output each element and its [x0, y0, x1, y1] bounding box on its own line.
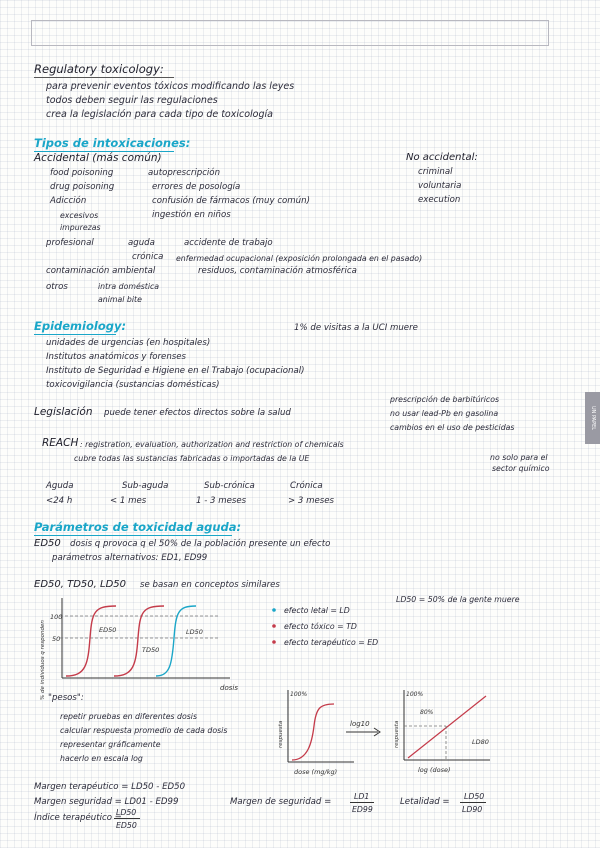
ld-curve [156, 606, 196, 676]
page-title: Regulatory toxicology: [34, 62, 164, 76]
reach-text: : registration, evaluation, authorization and restriction of chemicals [80, 440, 344, 449]
let-num: LD50 [464, 792, 485, 801]
margen-seguridad: Margen seguridad = LD01 - ED99 [34, 797, 179, 807]
indice-den: ED50 [116, 821, 137, 830]
time-subaguda: < 1 mes [110, 496, 147, 506]
pesos-item-4: hacerlo en escala log [60, 754, 143, 763]
errores-posologia: errores de posología [152, 182, 241, 192]
mini2-line [408, 696, 486, 758]
y-axis-label: % de individuos q responden [40, 620, 46, 700]
mini1-curve [292, 704, 334, 760]
tipos-heading: Tipos de intoxicaciones: [34, 136, 191, 150]
pesos-item-1: repetir pruebas en diferentes dosis [60, 712, 198, 721]
ld50-label-graph: LD50 [186, 628, 203, 636]
header-box [31, 20, 549, 46]
exp-subaguda: Sub-aguda [122, 481, 169, 491]
mini-graph-log [386, 682, 498, 778]
similar-label: ED50, TD50, LD50 [34, 579, 126, 590]
legislacion-label: Legislación [34, 406, 93, 418]
ed50-label: ED50 [34, 538, 61, 549]
exp-cronica: Crónica [290, 481, 323, 491]
letalidad: Letalidad = [400, 797, 450, 807]
legend-td: efecto tóxico = TD [284, 622, 357, 631]
confusion-farmacos: confusión de fármacos (muy común) [152, 196, 310, 206]
mini2-p80: 80% [420, 709, 434, 716]
exp-subcronica: Sub-crónica [204, 481, 255, 491]
ed-curve [66, 606, 116, 676]
no-accidental-title: No accidental: [406, 152, 478, 163]
profesional: profesional [46, 238, 94, 248]
legislacion-text: puede tener efectos directos sobre la salud [104, 408, 291, 418]
ms-num: LD1 [354, 792, 370, 801]
dot-ed [272, 640, 276, 644]
no-acc-voluntaria: voluntaria [418, 181, 462, 191]
mini1-y-label: respuesta [278, 720, 284, 748]
no-acc-criminal: criminal [418, 167, 453, 177]
pesos-item-2: calcular respuesta promedio de cada dosis [60, 726, 228, 735]
residuos: residuos, contaminación atmosférica [198, 266, 357, 276]
enfermedad-ocupacional: enfermedad ocupacional (exposición prolongada en el pasado) [176, 254, 423, 263]
log-label: log10 [350, 720, 370, 728]
accidente-trabajo: accidente de trabajo [184, 238, 273, 248]
mini2-y-label: respuesta [394, 720, 400, 748]
let-den: LD90 [462, 805, 483, 814]
reach-note-1: no solo para el [490, 453, 548, 462]
params-underline [34, 535, 232, 536]
time-subcronica: 1 - 3 meses [196, 496, 247, 506]
x-axis-label: dosis [220, 684, 238, 692]
impurezas: impurezas [60, 223, 101, 232]
y-tick-50: 50 [52, 635, 61, 643]
epi-note: 1% de visitas a la UCI muere [294, 323, 418, 333]
dot-td [272, 624, 276, 628]
let-fraction-bar [460, 802, 486, 803]
dose-response-graph [20, 594, 250, 704]
ed50-label-graph: ED50 [99, 626, 117, 634]
excesivos: excesivos [60, 211, 99, 220]
side-tab: UN PAPEL [585, 392, 600, 444]
exp-aguda: Aguda [46, 481, 74, 491]
otros: otros [46, 282, 68, 292]
margen-terapeutico: Margen terapéutico = LD50 - ED50 [34, 782, 186, 792]
cronica-label: crónica [132, 252, 164, 262]
contaminacion: contaminación ambiental [46, 266, 156, 276]
alt-params: parámetros alternativos: ED1, ED99 [52, 553, 208, 563]
pesos-label: "pesos": [48, 693, 84, 703]
epi-heading: Epidemiology: [34, 319, 127, 333]
td-curve [114, 606, 164, 676]
time-aguda: <24 h [46, 496, 73, 506]
ms-fraction-bar [350, 802, 374, 803]
reach-scope: cubre todas las sustancias fabricadas o importadas de la UE [74, 454, 310, 463]
params-heading: Parámetros de toxicidad aguda: [34, 520, 242, 534]
margen-seguridad-2: Margen de seguridad = [230, 797, 332, 807]
animal-bite: animal bite [98, 295, 142, 304]
legis-r1: prescripción de barbitúricos [390, 395, 500, 404]
legis-r2: no usar lead-Pb en gasolina [390, 409, 499, 418]
legend-dots [270, 604, 278, 648]
accidental-label: Accidental (más común) [34, 152, 162, 164]
indice-terapeutico: Índice terapéutico = [34, 813, 122, 823]
intro-item-1: para prevenir eventos tóxicos modificando las leyes [46, 81, 295, 92]
dot-ld [272, 608, 276, 612]
y-tick-100: 100 [50, 613, 63, 621]
mini1-y-top: 100% [290, 691, 308, 698]
log-arrow [344, 716, 384, 738]
epi-item-3: Instituto de Seguridad e Higiene en el Trabajo (ocupacional) [46, 366, 305, 376]
food-poisoning: food poisoning [50, 168, 114, 178]
drug-poisoning: drug poisoning [50, 182, 115, 192]
no-acc-execution: execution [418, 195, 461, 205]
time-cronica: > 3 meses [288, 496, 335, 506]
ingestion-ninos: ingestión en niños [152, 210, 231, 220]
autoprescripcion: autoprescripción [148, 168, 221, 178]
epi-item-4: toxicovigilancia (sustancias domésticas) [46, 380, 220, 390]
legend-ed: efecto terapéutico = ED [284, 638, 379, 647]
mini2-ld80: LD80 [472, 738, 489, 746]
ed50-definition: dosis q provoca q el 50% de la población presente un efecto [70, 539, 331, 549]
indice-num: LD50 [116, 808, 137, 817]
reach-label: REACH [42, 437, 79, 449]
adiccion: Adicción [50, 196, 87, 206]
mini2-y-top: 100% [406, 691, 424, 698]
legis-r3: cambios en el uso de pesticidas [390, 423, 515, 432]
epi-item-2: Institutos anatómicos y forenses [46, 352, 187, 362]
title-underline [34, 77, 174, 78]
pesos-item-3: representar gráficamente [60, 740, 161, 749]
ld-note: LD50 = 50% de la gente muere [396, 595, 520, 604]
reach-note-2: sector químico [492, 464, 550, 473]
mini2-x-label: log (dose) [418, 766, 451, 774]
ms-den: ED99 [352, 805, 373, 814]
intra-domestica: intra doméstica [98, 282, 160, 291]
epi-underline [34, 334, 116, 335]
mini1-x-label: dose (mg/kg) [294, 768, 338, 776]
indice-fraction-bar [114, 818, 140, 819]
td50-label-graph: TD50 [142, 646, 160, 654]
legend-ld: efecto letal = LD [284, 606, 350, 615]
epi-item-1: unidades de urgencias (en hospitales) [46, 338, 211, 348]
intro-item-2: todos deben seguir las regulaciones [46, 95, 218, 106]
similar-text: se basan en conceptos similares [140, 580, 280, 590]
intro-item-3: crea la legislación para cada tipo de toxicología [46, 109, 273, 120]
aguda-label: aguda [128, 238, 155, 248]
